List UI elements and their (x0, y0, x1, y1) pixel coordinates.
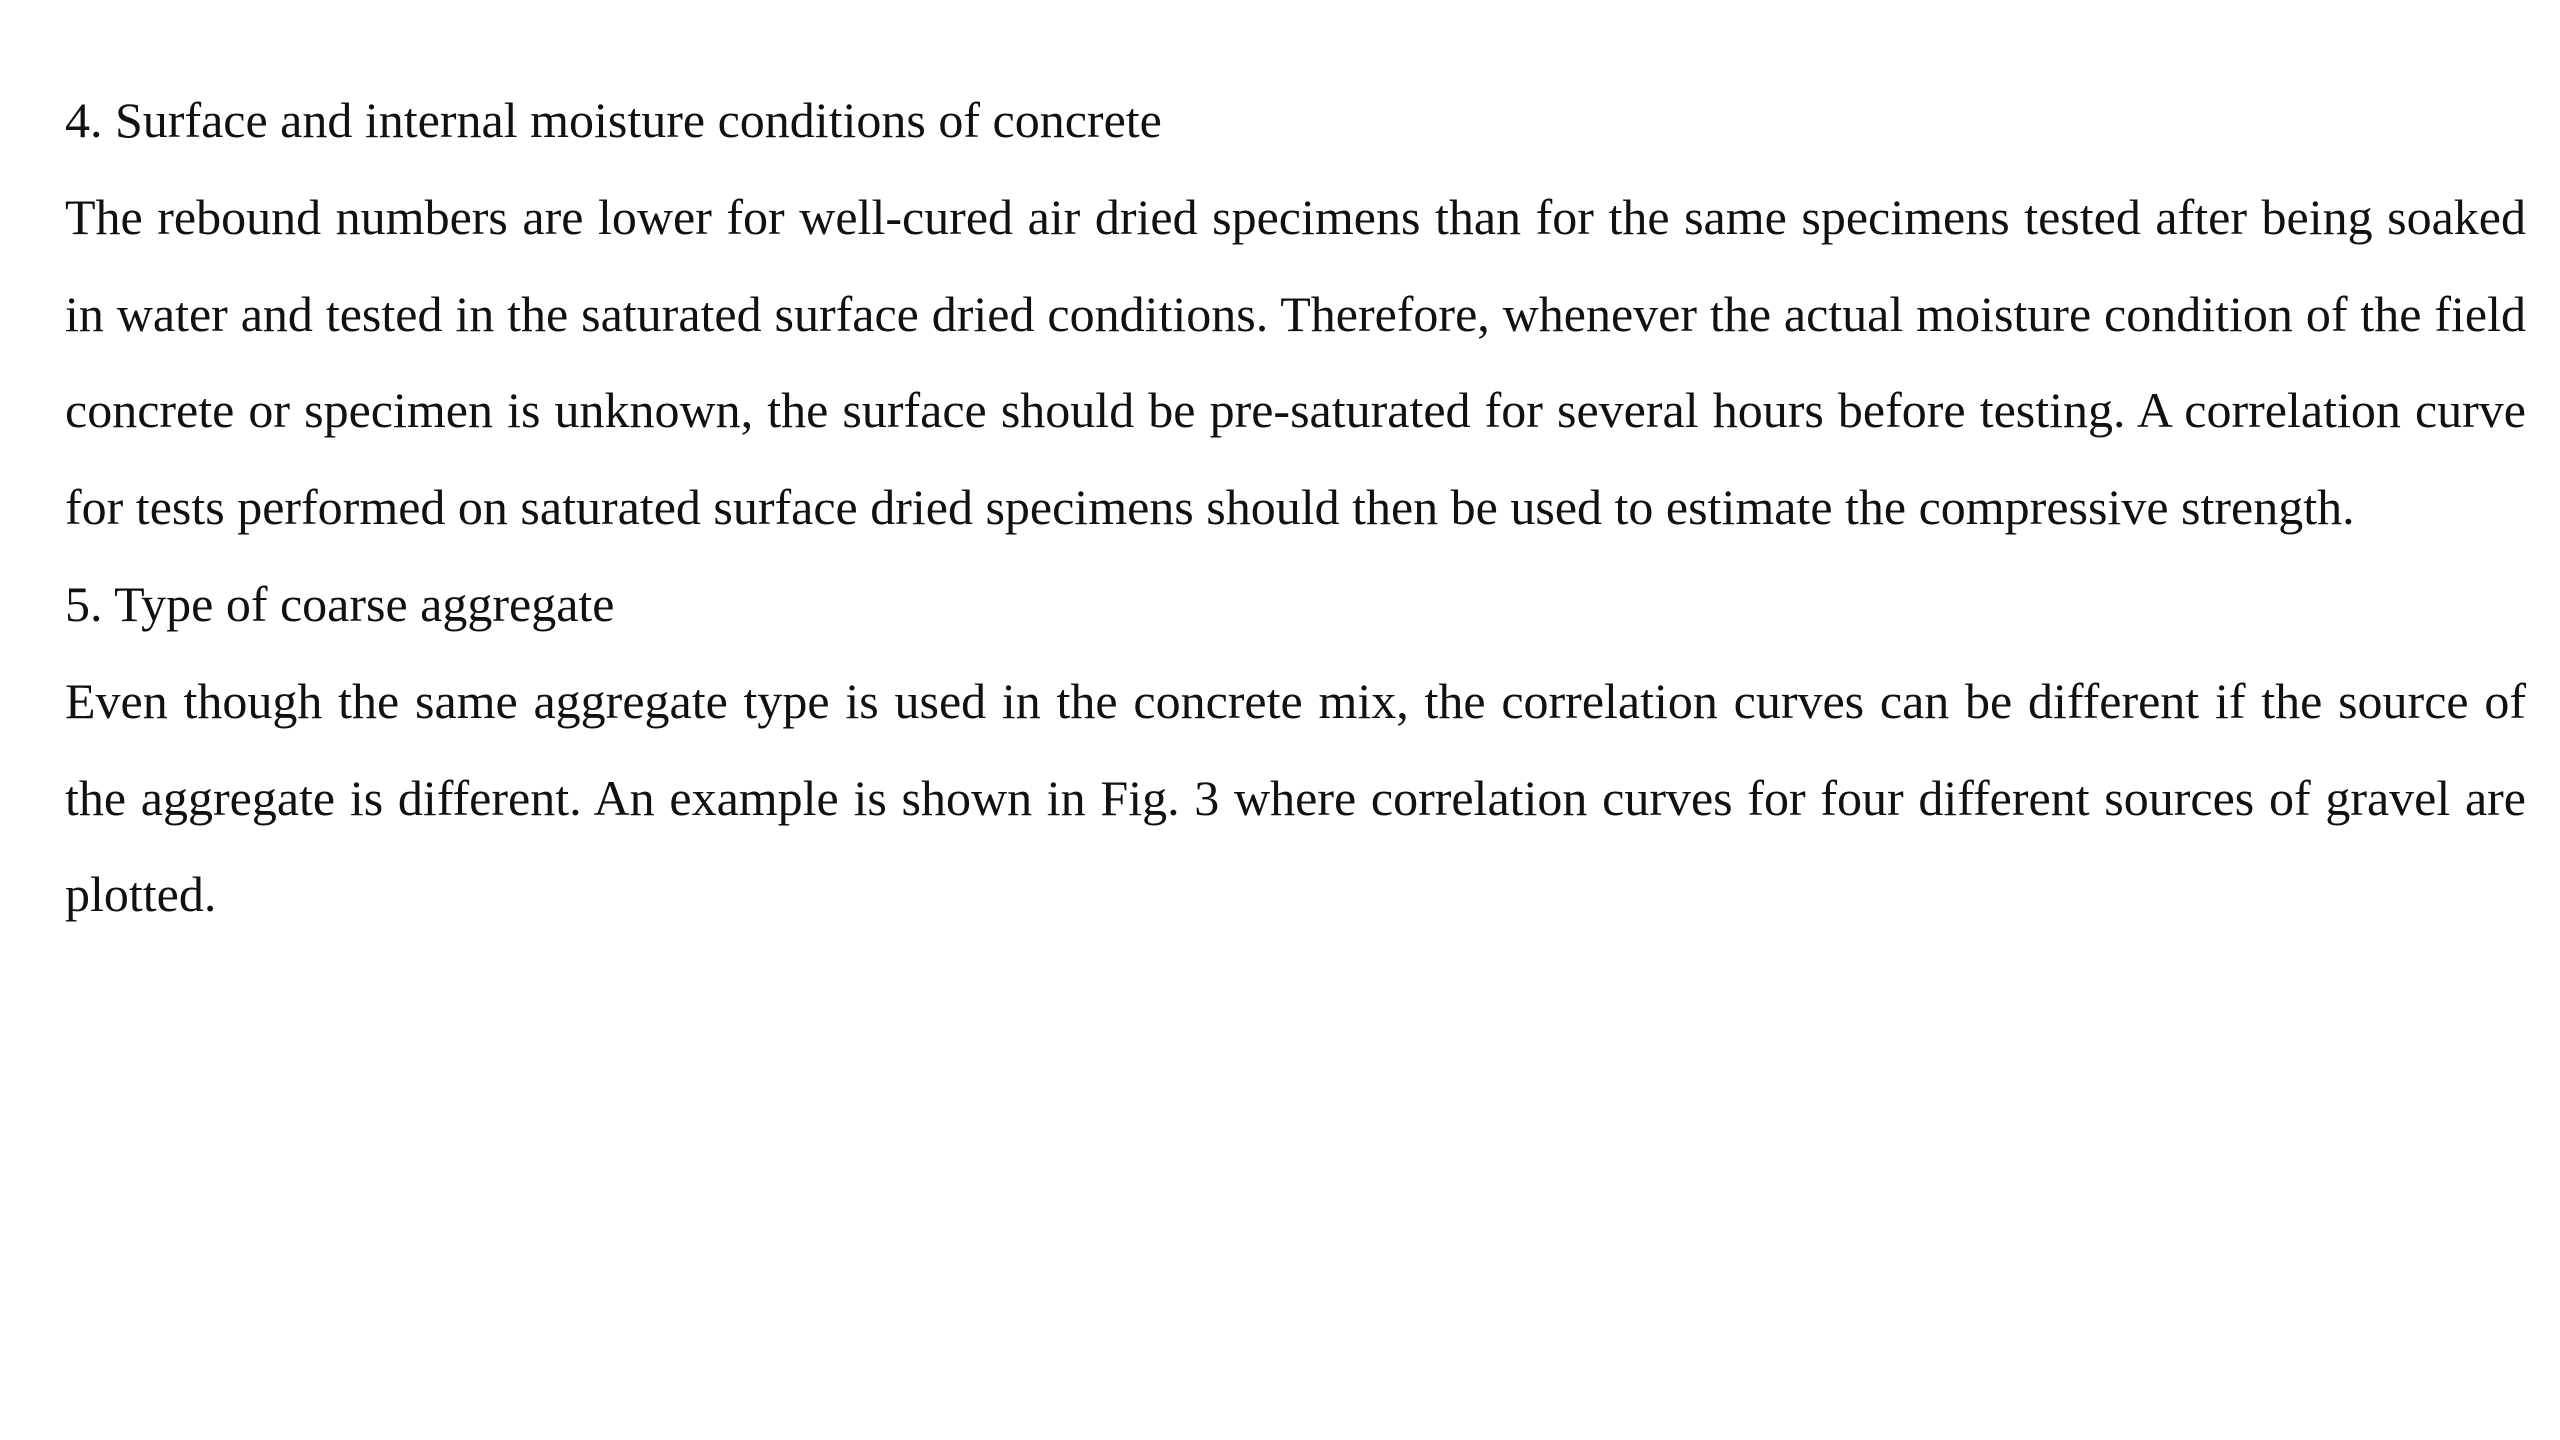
section-paragraph: Even though the same aggregate type is used in the concrete mix, the correlation curves can be different if the source of the aggregate is different. An example is shown in Fig. 3 where correlation curves for four different sources of gravel are plotted. (65, 672, 2526, 923)
section-heading: 5. Type of coarse aggregate (65, 575, 615, 632)
section-heading: 4. Surface and internal moisture conditions of concrete (65, 92, 1162, 148)
section-paragraph: The rebound numbers are lower for well-cured air dried specimens than for the same specimens tested after being soaked in water and tested in the saturated surface dried conditions. Therefore, whenever the actual moisture condition of the field concrete or specimen is unknown, the surface should be pre-saturated for several hours before testing. A correlation curve for tests performed on saturated surface dried specimens should then be used to estimate the compressive strength. (65, 188, 2526, 536)
document-body (65, 72, 2526, 943)
